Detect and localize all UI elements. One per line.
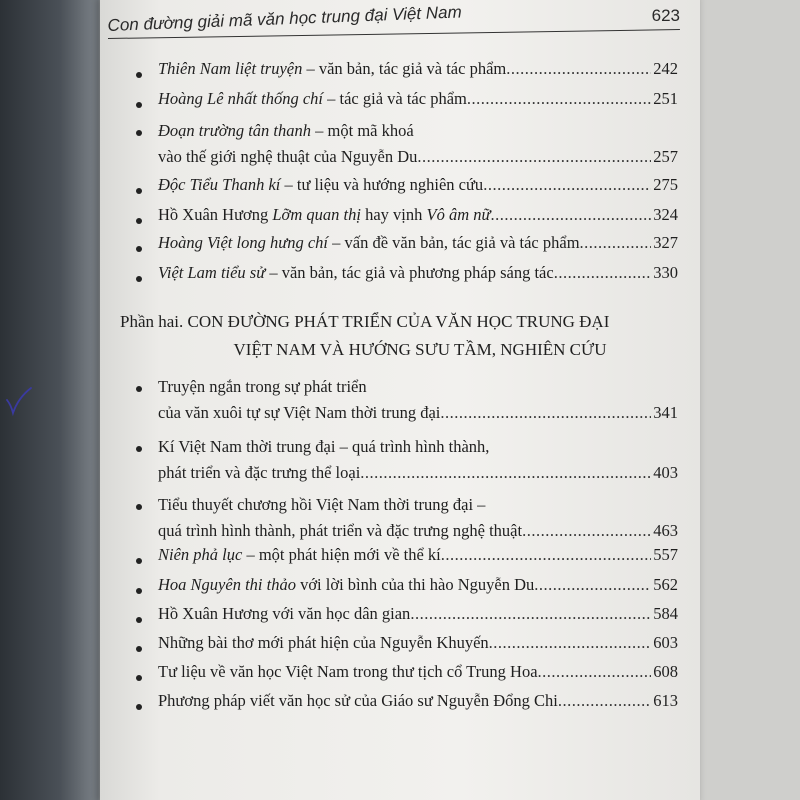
entry-text-segment: – văn bản, tác giả và phương pháp sáng tác [265, 263, 554, 282]
entry-page-number: 327 [653, 233, 678, 252]
entry-text-segment: Hồ Xuân Hương [158, 205, 273, 224]
dot-leader [489, 632, 652, 654]
entry-title [158, 174, 483, 196]
entry-page-number: 403 [653, 463, 678, 482]
dot-leader [506, 58, 651, 80]
bullet-icon [136, 704, 142, 710]
entry-text-segment: Niên phả lục [158, 545, 243, 564]
entry-title [158, 494, 485, 516]
entry-text-segment: quá trình hình thành, phát triển và đặc trưng nghệ thuật [158, 521, 523, 540]
entry-page-number: 275 [653, 175, 678, 194]
entry-text-segment: – vấn đề văn bản, tác giả và tác phẩm [328, 233, 580, 252]
entry-line [158, 632, 678, 654]
entry-text-segment: Kí Việt Nam thời trung đại – quá trình hình thành, [158, 437, 490, 456]
entry-title [158, 520, 522, 542]
entry-line [158, 462, 678, 484]
dot-leader [554, 262, 652, 284]
entry-title [158, 376, 367, 398]
bullet-icon [136, 504, 142, 510]
entry-title [158, 661, 538, 683]
entry-page-number: 330 [653, 263, 678, 282]
entry-page-number: 603 [653, 633, 678, 652]
dot-leader [417, 146, 651, 168]
entry-title [158, 204, 491, 226]
dot-leader [538, 661, 652, 683]
dot-leader [360, 462, 651, 484]
entry-page-number: 463 [653, 521, 678, 540]
dot-leader [491, 204, 652, 226]
entry-line [158, 544, 678, 566]
entry-title [158, 436, 489, 458]
page-number: 623 [651, 6, 680, 25]
entry-page-number: 242 [653, 59, 678, 78]
entry-line [158, 262, 678, 284]
bullet-icon [136, 646, 142, 652]
entry-text-segment: Độc Tiểu Thanh kí [158, 175, 281, 194]
entry-text-segment: hay vịnh [360, 205, 427, 224]
book-page [100, 0, 700, 800]
entry-page-number: 251 [653, 89, 678, 108]
bullet-icon [136, 276, 142, 282]
bullet-icon [136, 188, 142, 194]
entry-text-segment: Thiên Nam liệt truyện [158, 59, 303, 78]
dot-leader [440, 402, 651, 424]
entry-text-segment: với lời bình của thi hào Nguyễn Du [295, 575, 535, 594]
bullet-icon [136, 386, 142, 392]
bullet-icon [136, 446, 142, 452]
entry-text-segment: Truyện ngắn trong sự phát triển [158, 377, 367, 396]
entry-line [158, 232, 678, 254]
entry-title [158, 262, 554, 284]
entry-line [158, 603, 678, 625]
dot-leader [522, 520, 651, 542]
entry-text-segment: Hồ Xuân Hương với văn học dân gian [158, 604, 411, 623]
page-header [108, 4, 680, 52]
entry-line [158, 146, 678, 168]
entry-page-number: 341 [653, 403, 678, 422]
part-two-heading [120, 308, 690, 364]
entry-text-segment: vào thế giới nghệ thuật của Nguyễn Du [158, 147, 418, 166]
entry-text-segment: – một mã khoá [311, 121, 414, 140]
entry-title [158, 462, 360, 484]
bullet-icon [136, 588, 142, 594]
entry-text-segment: – tư liệu và hướng nghiên cứu [280, 175, 484, 194]
entry-title [158, 120, 414, 142]
entry-text-segment: Tiểu thuyết chương hồi Việt Nam thời trung đại – [158, 495, 486, 514]
entry-page-number: 557 [653, 545, 678, 564]
running-title: Con đường giải mã văn học trung đại Việt Nam [107, 2, 463, 36]
entry-text-segment: Hoa Nguyên thi thảo [158, 575, 296, 594]
entry-page-number: 257 [653, 147, 678, 166]
entry-text-segment: Vô âm nữ [426, 205, 491, 224]
dot-leader [410, 603, 651, 625]
entry-line [158, 88, 678, 110]
entry-page-number: 562 [653, 575, 678, 594]
entry-text-segment: Đoạn trường tân thanh [158, 121, 312, 140]
bullet-icon [136, 675, 142, 681]
entry-text-segment: Hoàng Lê nhất thống chí [158, 89, 323, 108]
bullet-icon [136, 617, 142, 623]
part-two-heading-line-1: Phần hai. CON ĐƯỜNG PHÁT TRIỂN CỦA VĂN HỌC TRUNG ĐẠI [120, 312, 610, 331]
entry-title [158, 603, 410, 625]
entry-title [158, 58, 506, 80]
entry-text-segment: Hoàng Việt long hưng chí [158, 233, 329, 252]
entry-text-segment: – tác giả và tác phẩm [323, 89, 467, 108]
entry-line [158, 204, 678, 226]
dot-leader [467, 88, 651, 110]
entry-text-segment: phát triển và đặc trưng thể loại [158, 463, 361, 482]
entry-line [158, 520, 678, 542]
entry-title [158, 232, 580, 254]
part-two-heading-line-2: VIỆT NAM VÀ HƯỚNG SƯU TẦM, NGHIÊN CỨU [233, 340, 607, 359]
bullet-icon [136, 246, 142, 252]
entry-first-line [158, 436, 678, 458]
entry-page-number: 613 [653, 691, 678, 710]
bullet-icon [136, 218, 142, 224]
entry-text-segment: Lỡm quan thị [272, 205, 361, 224]
dot-leader [441, 544, 651, 566]
entry-line [158, 574, 678, 596]
dot-leader [483, 174, 651, 196]
dot-leader [534, 574, 651, 596]
entry-text-segment: – văn bản, tác giả và tác phẩm [302, 59, 507, 78]
entry-title [158, 544, 441, 566]
entry-first-line [158, 120, 678, 142]
entry-page-number: 584 [653, 604, 678, 623]
entry-text-segment: Những bài thơ mới phát hiện của Nguyễn Khuyến [158, 633, 489, 652]
dot-leader [558, 690, 651, 712]
entry-page-number: 324 [653, 205, 678, 224]
entry-line [158, 58, 678, 80]
entry-title [158, 574, 534, 596]
entry-title [158, 88, 467, 110]
entry-line [158, 402, 678, 424]
entry-first-line [158, 376, 678, 398]
entry-title [158, 402, 440, 424]
bullet-icon [136, 130, 142, 136]
entry-title [158, 632, 489, 654]
entry-line [158, 661, 678, 683]
entry-title [158, 690, 558, 712]
handwritten-check-mark-icon [4, 386, 34, 416]
bullet-icon [136, 558, 142, 564]
entry-page-number: 608 [653, 662, 678, 681]
entry-title [158, 146, 417, 168]
entry-text-segment: Việt Lam tiểu sử [158, 263, 266, 282]
entry-first-line [158, 494, 678, 516]
entry-text-segment: Phương pháp viết văn học sử của Giáo sư Nguyễn Đổng Chi [158, 691, 558, 710]
entry-text-segment: của văn xuôi tự sự Việt Nam thời trung đại [158, 403, 441, 422]
entry-line [158, 690, 678, 712]
bullet-icon [136, 102, 142, 108]
entry-text-segment: – một phát hiện mới về thể kí [242, 545, 441, 564]
dot-leader [580, 232, 652, 254]
entry-text-segment: Tư liệu về văn học Việt Nam trong thư tịch cổ Trung Hoa [158, 662, 538, 681]
bullet-icon [136, 72, 142, 78]
entry-line [158, 174, 678, 196]
